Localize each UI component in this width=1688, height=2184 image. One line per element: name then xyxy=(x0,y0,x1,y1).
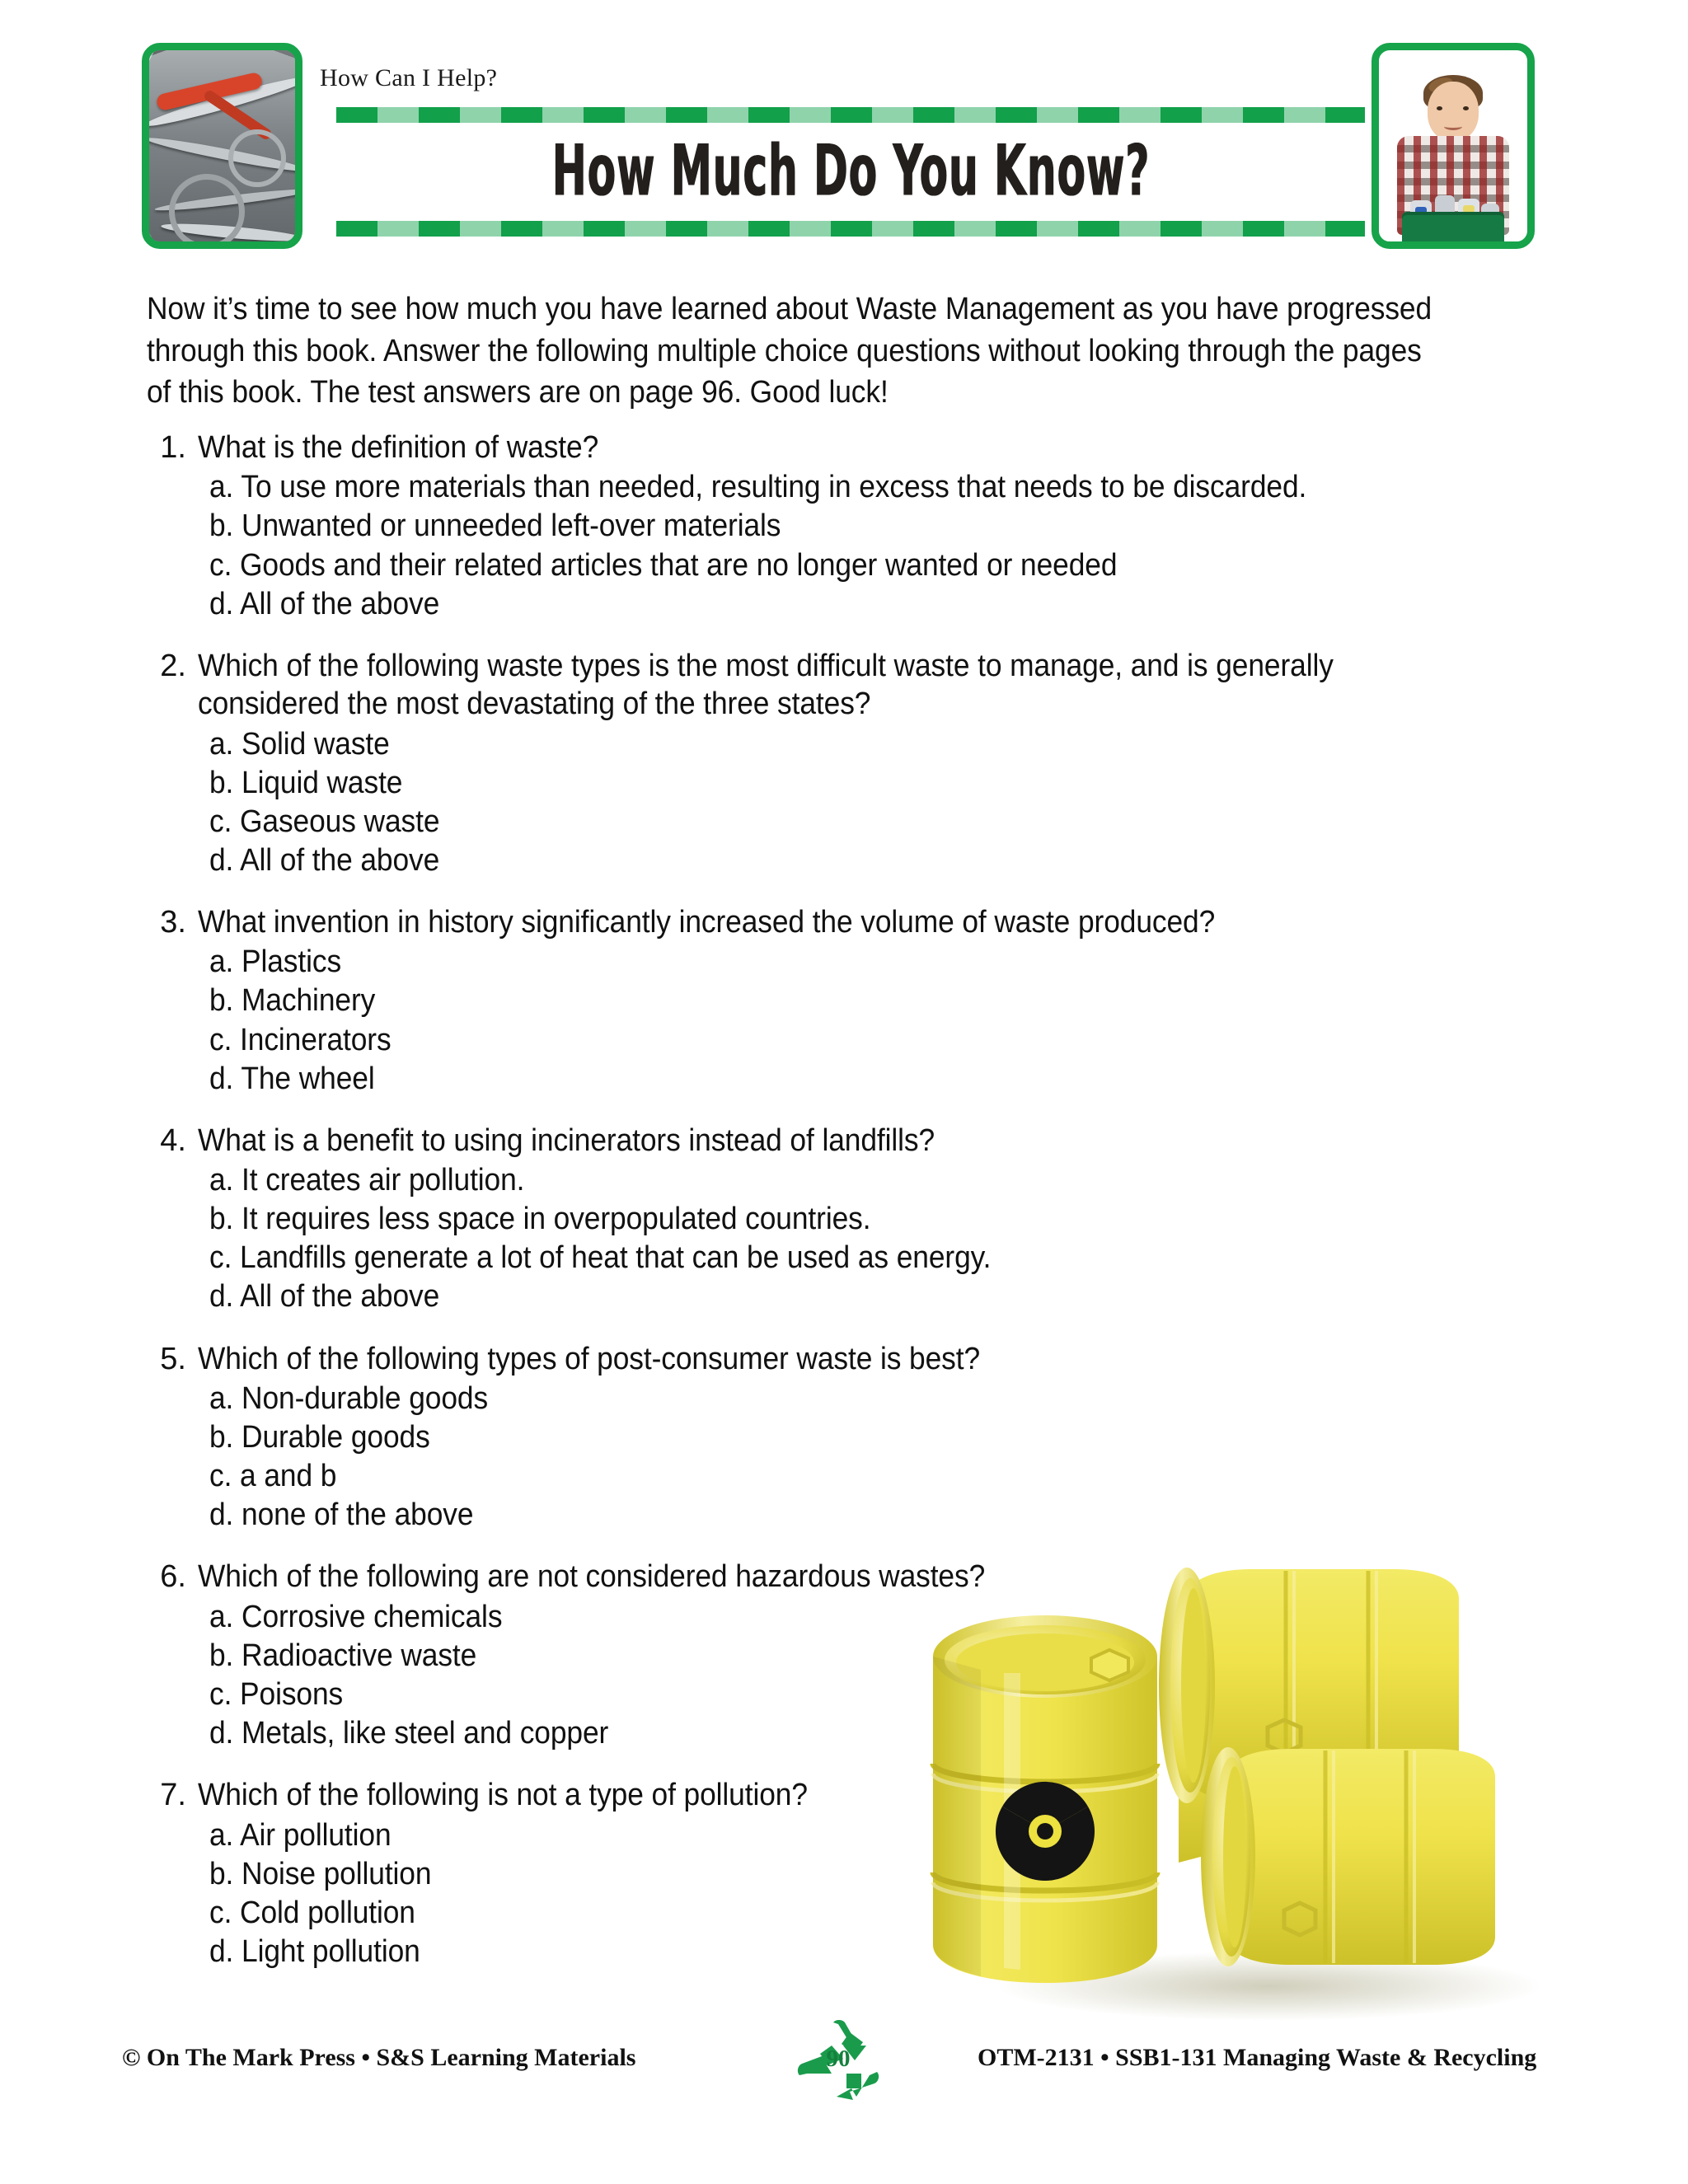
option-c[interactable]: c. Gaseous waste xyxy=(209,804,440,839)
question-item xyxy=(147,1340,1564,1535)
option-d[interactable]: d. Metals, like steel and copper xyxy=(209,1716,609,1751)
question-number: 3. xyxy=(160,904,186,940)
page-footer xyxy=(0,2036,1688,2110)
option-list xyxy=(209,943,1564,1098)
copyright-text: © On The Mark Press • S&S Learning Materials xyxy=(122,2044,636,2071)
dashed-rule-bottom xyxy=(336,221,1365,237)
page-number: 90 xyxy=(826,2046,851,2072)
product-code-text: OTM-2131 • SSB1-131 Managing Waste & Recycling xyxy=(978,2044,1537,2071)
option-d[interactable]: d. All of the above xyxy=(209,1279,440,1315)
question-item xyxy=(147,1558,1564,1753)
scrap-metal-image xyxy=(149,50,295,241)
option-list xyxy=(209,1161,1564,1316)
option-a[interactable]: a. Plastics xyxy=(209,944,342,980)
option-c[interactable]: c. Cold pollution xyxy=(209,1895,415,1930)
option-b[interactable]: b. Radioactive waste xyxy=(209,1638,477,1673)
question-number: 2. xyxy=(160,648,186,683)
option-d[interactable]: d. All of the above xyxy=(209,586,440,621)
option-b[interactable]: b. Unwanted or unneeded left-over materials xyxy=(209,509,781,544)
header-kicker: How Can I Help? xyxy=(320,64,498,91)
boy-recycling-photo xyxy=(1372,43,1535,249)
question-number: 7. xyxy=(160,1778,186,1813)
option-list xyxy=(209,725,1564,880)
dashed-rule-top xyxy=(336,107,1365,123)
question-number: 5. xyxy=(160,1341,186,1376)
option-a[interactable]: a. Solid waste xyxy=(209,726,390,762)
option-c[interactable]: c. Goods and their related articles that are no longer wanted or needed xyxy=(209,547,1118,583)
intro-paragraph: Now it’s time to see how much you have learned about Waste Management as you have progressed through this book. Answer the following multiple choice questions without looking through the pages of this book. The test answers are on page 96. Good luck! xyxy=(147,292,1432,410)
question-text: What is a benefit to using incinerators instead of landfills? xyxy=(198,1122,935,1158)
question-number: 1. xyxy=(160,430,186,465)
page-header xyxy=(0,0,1688,280)
option-d[interactable]: d. Light pollution xyxy=(209,1933,420,1969)
question-item xyxy=(147,1776,1564,1971)
option-a[interactable]: a. Corrosive chemicals xyxy=(209,1599,503,1634)
question-list xyxy=(147,429,1564,1994)
question-item xyxy=(147,429,1564,624)
option-list xyxy=(209,1380,1564,1535)
question-item xyxy=(147,903,1564,1099)
option-c[interactable]: c. Poisons xyxy=(209,1676,344,1712)
option-b[interactable]: b. Noise pollution xyxy=(209,1856,432,1891)
option-d[interactable]: d. All of the above xyxy=(209,842,440,878)
question-text: Which of the following are not considered hazardous wastes? xyxy=(198,1559,986,1595)
option-d[interactable]: d. none of the above xyxy=(209,1497,474,1533)
question-item xyxy=(147,647,1564,880)
boy-illustration xyxy=(1379,50,1527,241)
option-b[interactable]: b. Machinery xyxy=(209,983,376,1019)
question-text: What is the definition of waste? xyxy=(198,430,599,465)
option-list xyxy=(209,1816,1564,1971)
question-item xyxy=(147,1122,1564,1317)
option-list xyxy=(209,468,1564,623)
question-text: Which of the following types of post-consumer waste is best? xyxy=(198,1341,981,1376)
option-a[interactable]: a. Air pollution xyxy=(209,1817,392,1853)
question-text: Which of the following is not a type of pollution? xyxy=(198,1778,808,1813)
question-text: What invention in history significantly increased the volume of waste produced? xyxy=(198,904,1216,940)
option-list xyxy=(209,1598,1564,1753)
option-b[interactable]: b. Liquid waste xyxy=(209,765,403,800)
page-title-text: How Much Do You Know? xyxy=(551,129,1150,213)
page-title xyxy=(336,122,1365,219)
option-b[interactable]: b. It requires less space in overpopulated countries. xyxy=(209,1202,871,1237)
option-a[interactable]: a. Non-durable goods xyxy=(209,1380,489,1416)
question-text: Which of the following waste types is the most difficult waste to manage, and is generally considered the most devastating of the three states? xyxy=(198,648,1334,722)
question-number: 6. xyxy=(160,1559,186,1595)
option-a[interactable]: a. To use more materials than needed, resulting in excess that needs to be discarded. xyxy=(209,470,1307,505)
option-d[interactable]: d. The wheel xyxy=(209,1061,375,1096)
scrap-metal-photo xyxy=(142,43,302,249)
option-b[interactable]: b. Durable goods xyxy=(209,1420,430,1455)
option-a[interactable]: a. It creates air pollution. xyxy=(209,1163,525,1198)
question-number: 4. xyxy=(160,1122,186,1158)
option-c[interactable]: c. Landfills generate a lot of heat that can be used as energy. xyxy=(209,1240,992,1276)
option-c[interactable]: c. a and b xyxy=(209,1459,337,1494)
option-c[interactable]: c. Incinerators xyxy=(209,1022,392,1057)
